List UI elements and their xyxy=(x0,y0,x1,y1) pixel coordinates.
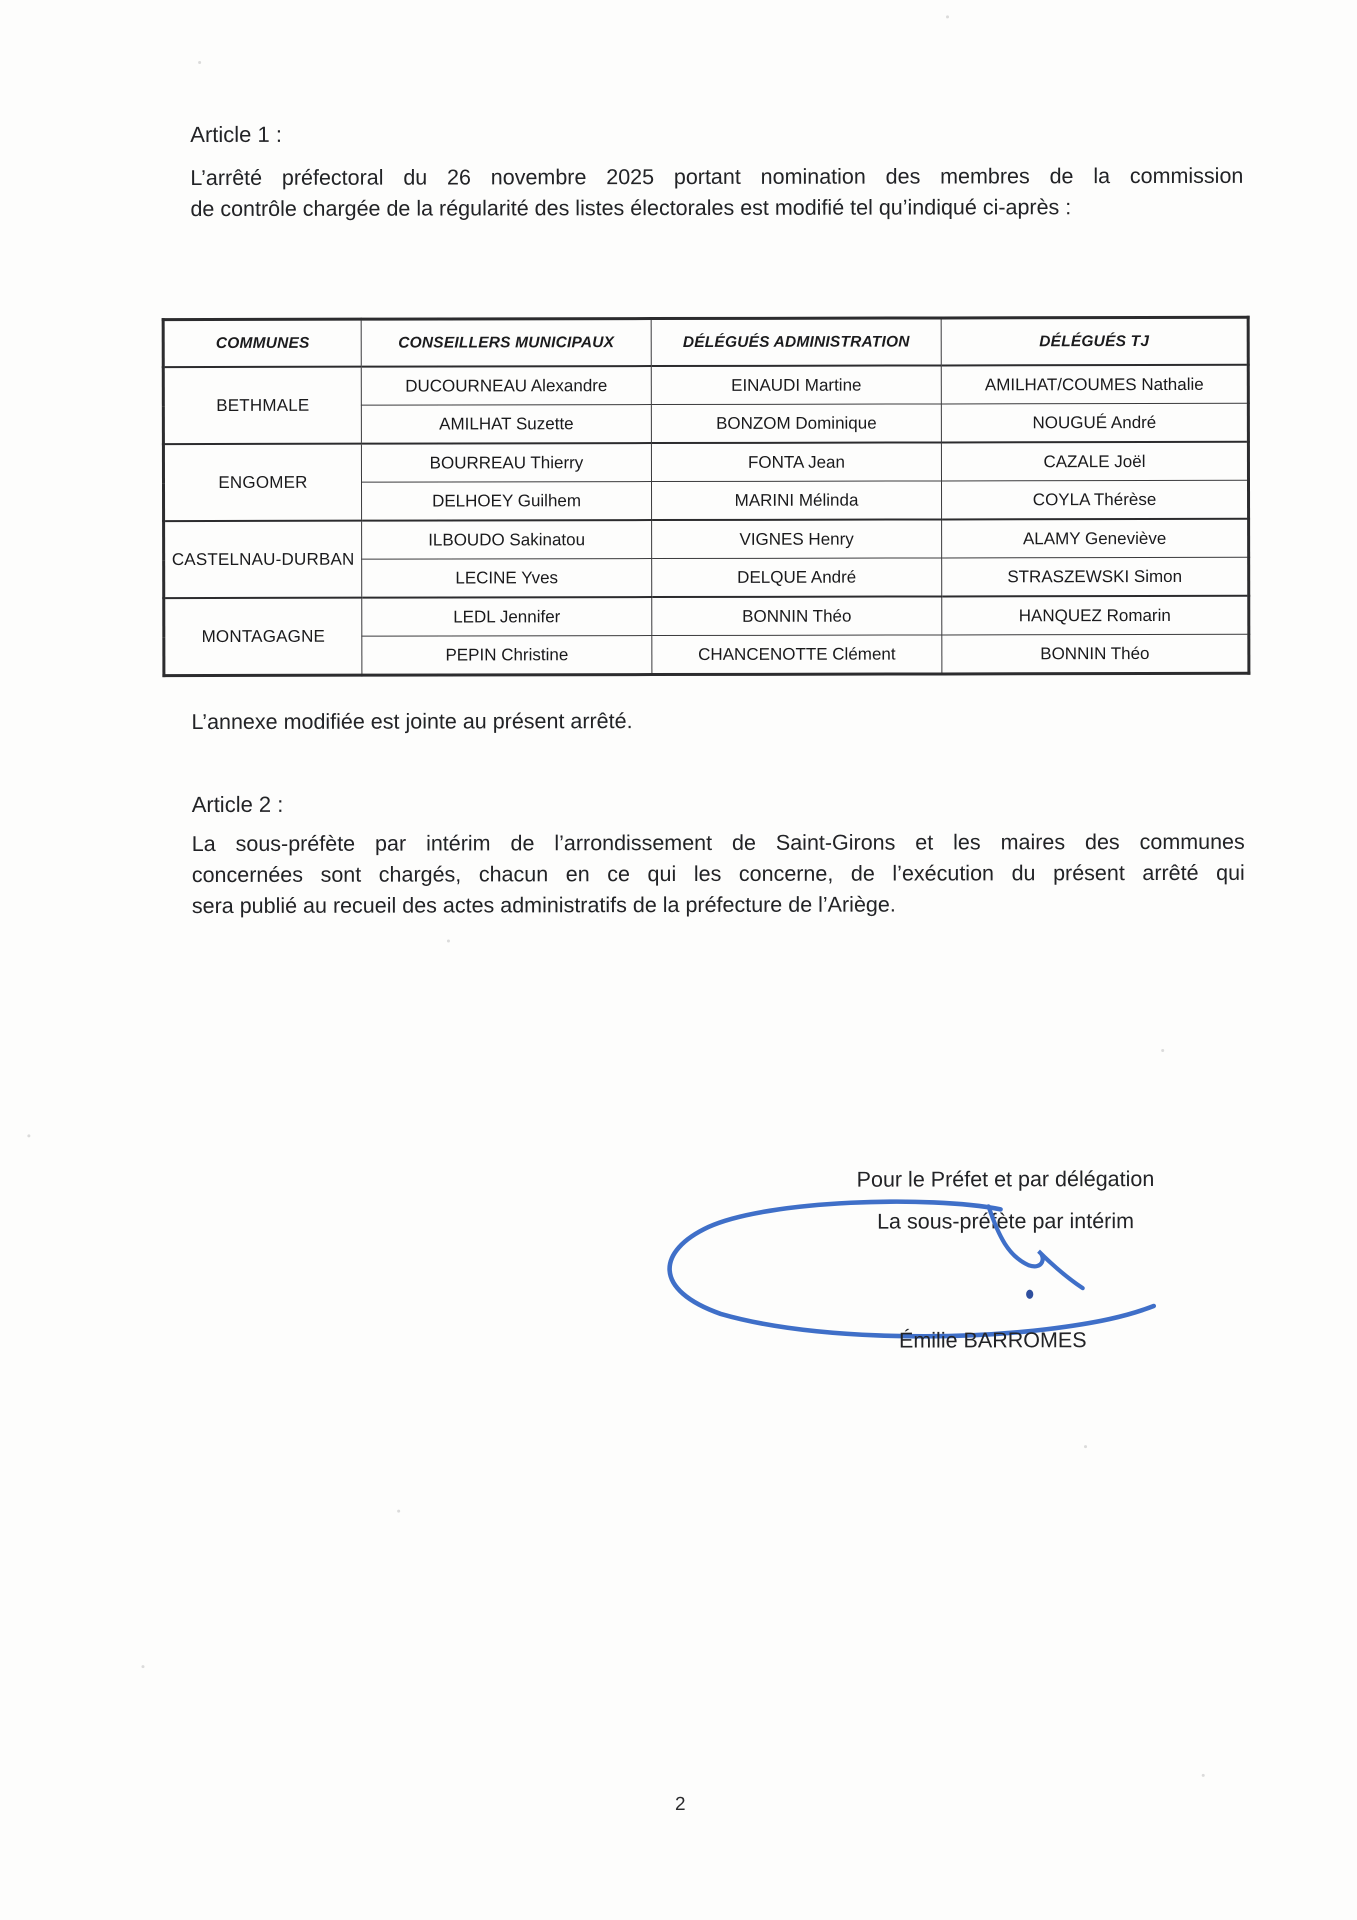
paragraph-line: La sous-préfète par intérim de l’arrondissement de Saint-Girons et les maires des communes xyxy=(191,829,1245,857)
table-cell: CAZALE Joël xyxy=(941,442,1248,481)
signatory-name: Émilie BARROMES xyxy=(898,1328,1087,1353)
scan-speck xyxy=(1202,1774,1205,1777)
table-cell: ALAMY Geneviève xyxy=(942,519,1249,558)
article1-paragraph xyxy=(190,161,1243,225)
table-cell: CHANCENOTTE Clément xyxy=(652,635,942,675)
signature-title-line: La sous-préfète par intérim xyxy=(877,1209,1135,1234)
signature-ink-dot xyxy=(1026,1290,1033,1299)
table-row xyxy=(164,596,1249,637)
paragraph-line: concernées sont chargés, chacun en ce qui les concerne, de l’exécution du présent arrêté qui xyxy=(191,860,1245,888)
column-header-delegues-tj: DÉLÉGUÉS TJ xyxy=(941,317,1248,365)
paragraph-line: L’arrêté préfectoral du 26 novembre 2025 portant nomination des membres de la commission xyxy=(190,163,1244,191)
table-cell: AMILHAT Suzette xyxy=(361,405,651,444)
table-cell: COYLA Thérèse xyxy=(941,480,1248,519)
table-header-row xyxy=(163,317,1248,367)
scan-speck xyxy=(27,1134,30,1137)
table-row xyxy=(164,519,1249,560)
column-header-conseillers: CONSEILLERS MUNICIPAUX xyxy=(361,319,651,367)
table-cell: DELHOEY Guilhem xyxy=(361,482,651,521)
table-cell: BOURREAU Thierry xyxy=(361,443,651,482)
table-cell: FONTA Jean xyxy=(651,442,941,481)
table-cell: HANQUEZ Romarin xyxy=(942,596,1249,635)
commission-table xyxy=(162,316,1251,677)
table-cell: EINAUDI Martine xyxy=(651,365,941,404)
scan-speck xyxy=(590,204,593,207)
signature-curl-stroke xyxy=(989,1206,1083,1288)
table-row xyxy=(163,442,1248,483)
scan-speck xyxy=(946,15,949,18)
scan-speck xyxy=(447,939,450,942)
scan-speck xyxy=(141,1665,144,1668)
table-cell: VIGNES Henry xyxy=(652,519,942,558)
table-row xyxy=(163,365,1248,406)
commune-cell: MONTAGAGNE xyxy=(164,598,362,676)
scan-speck xyxy=(198,61,201,64)
scan-speck xyxy=(1161,1049,1164,1052)
table-cell: DUCOURNEAU Alexandre xyxy=(361,366,651,405)
table-cell: BONNIN Théo xyxy=(942,634,1249,674)
annex-note: L’annexe modifiée est jointe au présent arrêté. xyxy=(191,709,633,735)
table-cell: MARINI Mélinda xyxy=(651,481,941,520)
paragraph-line: sera publié au recueil des actes administratifs de la préfecture de l’Ariège. xyxy=(191,892,896,919)
table-cell: STRASZEWSKI Simon xyxy=(942,557,1249,596)
signature-loop-stroke xyxy=(669,1201,1153,1337)
paragraph-line: de contrôle chargée de la régularité des listes électorales est modifié tel qu’indiqué ci-après : xyxy=(190,195,1072,222)
commune-cell: BETHMALE xyxy=(163,367,361,444)
column-header-delegues-administration: DÉLÉGUÉS ADMINISTRATION xyxy=(651,318,941,366)
scan-speck xyxy=(397,1510,400,1513)
table-cell: AMILHAT/COUMES Nathalie xyxy=(941,365,1248,404)
scan-speck xyxy=(1084,1445,1087,1448)
table-cell: PEPIN Christine xyxy=(362,636,652,676)
commune-cell: CASTELNAU-DURBAN xyxy=(164,521,362,598)
table-cell: LECINE Yves xyxy=(362,559,652,598)
signature-delegation-line: Pour le Préfet et par délégation xyxy=(856,1167,1155,1192)
column-header-communes: COMMUNES xyxy=(163,319,361,367)
commune-cell: ENGOMER xyxy=(163,444,361,521)
article1-heading: Article 1 : xyxy=(190,121,282,148)
table-cell: ILBOUDO Sakinatou xyxy=(362,520,652,559)
table-cell: LEDL Jennifer xyxy=(362,597,652,636)
table-cell: BONNIN Théo xyxy=(652,596,942,635)
article2-paragraph xyxy=(192,827,1245,922)
table-cell: NOUGUÉ André xyxy=(941,403,1248,442)
table-cell: DELQUE André xyxy=(652,558,942,597)
table-cell: BONZOM Dominique xyxy=(651,404,941,443)
page-number: 2 xyxy=(674,1793,686,1816)
article2-heading: Article 2 : xyxy=(191,791,284,818)
